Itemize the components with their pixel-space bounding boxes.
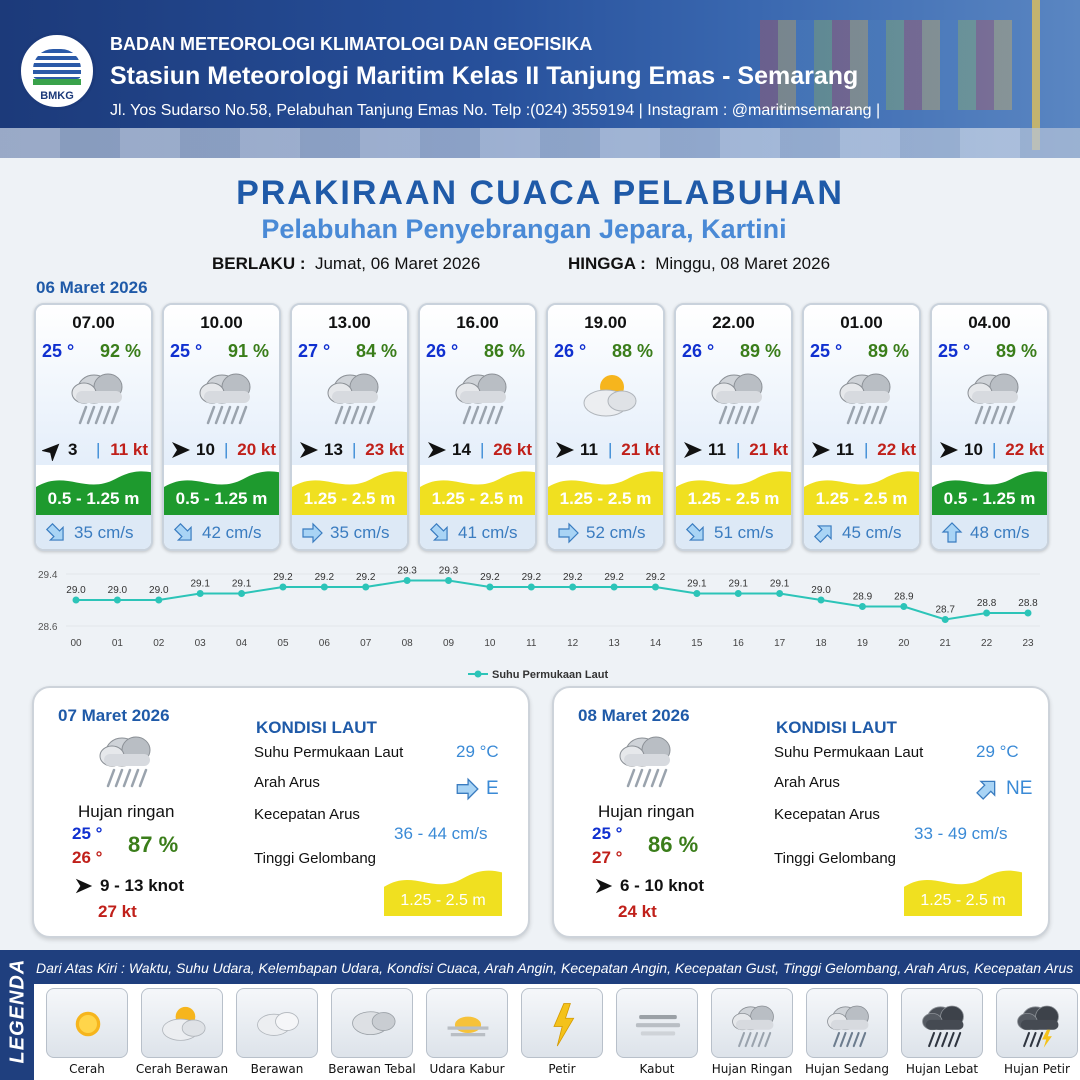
sst-point — [859, 603, 866, 610]
legend-label: Cerah Berawan — [135, 1062, 229, 1076]
legend-label: Berawan Tebal — [328, 1062, 416, 1076]
current-speed: 48 cm/s — [970, 523, 1030, 542]
sst-line — [76, 578, 1028, 620]
wind-row — [298, 439, 406, 461]
current-dir-label: Arah Arus — [254, 774, 320, 791]
thunder-icon — [521, 988, 603, 1058]
forecast-card — [34, 303, 153, 551]
legend-label: Hujan Petir — [1004, 1062, 1070, 1076]
current-speed: 41 cm/s — [458, 523, 518, 542]
temp-min: 25 ° — [72, 824, 103, 843]
card-time: 22.00 — [712, 313, 755, 332]
x-tick-label: 16 — [732, 638, 744, 649]
current-row — [804, 515, 919, 551]
wind-direction-icon — [42, 439, 64, 461]
sst-data-label: 29.2 — [604, 572, 624, 583]
current-row — [676, 515, 791, 551]
valid-to: HINGGA : Minggu, 08 Maret 2026 — [568, 254, 831, 273]
sst-data-label: 29.1 — [190, 578, 210, 590]
x-tick-label: 04 — [236, 638, 248, 649]
weather-condition: Hujan ringan — [598, 802, 695, 821]
org-name: BADAN METEOROLOGI KLIMATOLOGI DAN GEOFISIKA — [110, 34, 593, 54]
x-tick-label: 02 — [153, 638, 165, 649]
wind-speed: 10 — [196, 440, 215, 459]
card-humidity: 89 % — [995, 341, 1037, 361]
sst-point — [776, 590, 783, 597]
sst-data-label: 29.3 — [397, 566, 417, 577]
wind-row — [42, 439, 150, 461]
current-speed-value: 33 - 49 cm/s — [914, 824, 1008, 843]
wind-speed: 14 — [452, 440, 471, 459]
wind-direction-icon — [938, 439, 960, 461]
current-speed: 52 cm/s — [586, 523, 646, 542]
sunny-icon — [46, 988, 128, 1058]
current-speed-label: Kecepatan Arus — [254, 806, 360, 823]
sst-data-label: 29.2 — [314, 572, 335, 583]
wind-row — [682, 439, 790, 461]
card-humidity: 89 % — [739, 341, 781, 361]
weather-condition: Hujan ringan — [78, 802, 175, 821]
page-subtitle: Pelabuhan Penyebrangan Jepara, Kartini — [261, 214, 787, 244]
wind-range: 9 - 13 knot — [100, 876, 185, 895]
separator: | — [480, 440, 485, 459]
wind-speed: 11 — [836, 440, 854, 459]
page-title: PRAKIRAAN CUACA PELABUHAN — [236, 174, 844, 212]
forecast-card — [546, 303, 665, 551]
sst-point — [569, 584, 576, 591]
wind-direction-icon — [810, 439, 832, 461]
wave-height: 0.5 - 1.25 m — [175, 489, 268, 508]
sst-data-label: 28.9 — [894, 591, 914, 603]
sst-data-label: 29.1 — [769, 578, 790, 590]
light-rain-icon — [64, 363, 130, 429]
x-tick-label: 03 — [194, 638, 206, 649]
x-tick-label: 11 — [526, 638, 537, 649]
forecast-card — [802, 303, 921, 551]
current-direction-icon — [556, 521, 580, 545]
sst-point — [652, 584, 659, 591]
current-direction-icon — [44, 521, 68, 545]
sst-data-label: 28.8 — [976, 598, 997, 609]
wind-direction-icon — [682, 439, 704, 461]
fog-icon — [616, 988, 698, 1058]
sst-data-label: 28.8 — [1018, 598, 1038, 609]
daily-forecast-panel — [32, 686, 530, 938]
sst-data-label: 29.1 — [728, 578, 748, 590]
wind-row — [938, 439, 1046, 461]
legend-label: Hujan Ringan — [711, 1062, 793, 1076]
wave-height: 1.25 - 2.5 m — [303, 489, 396, 508]
sea-condition-heading: KONDISI LAUT — [776, 718, 897, 737]
light-rain-icon — [192, 363, 258, 429]
gust-speed: 21 kt — [749, 440, 788, 459]
current-direction-icon — [974, 776, 1000, 802]
x-tick-label: 12 — [567, 638, 579, 649]
gust-speed: 27 kt — [98, 902, 137, 921]
sst-data-label: 29.0 — [107, 585, 128, 596]
sst-point — [735, 590, 742, 597]
gust-speed: 21 kt — [621, 440, 660, 459]
x-tick-label: 05 — [277, 638, 289, 649]
gust-speed: 11 kt — [110, 440, 148, 459]
legend — [0, 950, 1080, 1080]
wind-speed: 3 — [68, 440, 78, 459]
x-tick-label: 13 — [608, 638, 620, 649]
sst-data-label: 29.2 — [562, 572, 583, 583]
card-temperature: 25 ° — [810, 341, 843, 361]
wind-speed: 13 — [324, 440, 343, 459]
current-row — [548, 515, 663, 551]
wave-height: 1.25 - 2.5 m — [815, 489, 908, 508]
separator: | — [96, 440, 101, 459]
card-temperature: 25 ° — [42, 341, 75, 361]
temp-min: 25 ° — [592, 824, 623, 843]
x-tick-label: 23 — [1022, 638, 1034, 649]
x-tick-label: 06 — [318, 638, 330, 649]
sst-data-label: 29.1 — [231, 578, 252, 590]
sst-point — [114, 597, 121, 604]
current-direction-value: E — [486, 778, 499, 799]
wind-speed: 10 — [964, 440, 983, 459]
wind-direction-icon — [426, 439, 448, 461]
sst-data-label: 29.0 — [66, 585, 86, 596]
wave-height: 1.25 - 2.5 m — [687, 489, 780, 508]
current-speed: 51 cm/s — [714, 523, 774, 542]
wave-height: 1.25 - 2.5 m — [559, 489, 652, 508]
wave-height: 0.5 - 1.25 m — [943, 489, 1036, 508]
wind-row — [810, 439, 918, 461]
wind-row — [170, 439, 278, 461]
sst-point — [900, 603, 907, 610]
legend-label: Petir — [548, 1062, 576, 1076]
sst-point — [238, 590, 245, 597]
cloudy-icon — [236, 988, 318, 1058]
legend-label: Kabut — [639, 1062, 675, 1076]
current-speed: 35 cm/s — [330, 523, 390, 542]
wind-direction-icon — [554, 439, 576, 461]
legend-label: Cerah — [69, 1062, 105, 1076]
sst-point — [73, 597, 80, 604]
overcast-icon — [331, 988, 413, 1058]
x-tick-label: 18 — [815, 638, 827, 649]
card-time: 13.00 — [328, 313, 371, 332]
current-direction-icon — [300, 521, 324, 545]
sea-condition-heading: KONDISI LAUT — [256, 718, 377, 737]
sst-point — [611, 584, 618, 591]
x-tick-label: 15 — [691, 638, 703, 649]
sst-point — [197, 590, 204, 597]
x-tick-label: 09 — [442, 638, 455, 649]
current-speed-label: Kecepatan Arus — [774, 806, 880, 823]
gust-speed: 24 kt — [618, 902, 657, 921]
x-tick-label: 22 — [981, 638, 993, 649]
card-temperature: 26 ° — [426, 341, 459, 361]
sst-point — [321, 584, 328, 591]
separator: | — [352, 440, 357, 459]
separator: | — [992, 440, 997, 459]
y-tick-label: 28.6 — [38, 622, 58, 633]
wave-height-value: 1.25 - 2.5 m — [920, 892, 1006, 909]
humidity: 87 % — [128, 832, 179, 857]
wave-height: 1.25 - 2.5 m — [431, 489, 524, 508]
sst-data-label: 29.2 — [273, 572, 293, 583]
light-rain-icon — [320, 363, 386, 429]
haze-icon — [426, 988, 508, 1058]
temp-max: 27 ° — [592, 848, 623, 867]
sst-data-label: 29.1 — [687, 578, 707, 590]
valid-from: BERLAKU : Jumat, 06 Maret 2026 — [212, 254, 481, 273]
card-time: 04.00 — [968, 313, 1011, 332]
card-humidity: 91 % — [227, 341, 269, 361]
x-tick-label: 01 — [111, 638, 123, 649]
card-temperature: 27 ° — [298, 341, 331, 361]
x-tick-label: 17 — [774, 638, 786, 649]
forecast-card — [418, 303, 537, 551]
card-humidity: 86 % — [483, 341, 525, 361]
x-tick-label: 00 — [70, 638, 82, 649]
light-rain-icon — [704, 363, 770, 429]
legend-label: Berawan — [250, 1062, 304, 1076]
sst-point — [404, 577, 411, 584]
wind-direction-icon — [170, 439, 192, 461]
sst-data-label: 29.2 — [356, 572, 376, 583]
current-direction-icon — [172, 521, 196, 545]
temp-max: 26 ° — [72, 848, 103, 867]
humidity: 86 % — [648, 832, 699, 857]
separator: | — [224, 440, 229, 459]
light-rain-icon — [711, 988, 793, 1058]
light-rain-icon — [832, 363, 898, 429]
sst-point — [486, 584, 493, 591]
current-direction-icon — [812, 521, 836, 545]
current-row — [420, 515, 535, 551]
sst-data-label: 28.7 — [935, 604, 955, 616]
forecast-card — [930, 303, 1049, 551]
sst-data-label: 29.3 — [438, 566, 459, 577]
port-floor-image — [0, 128, 1080, 158]
legend-label: Suhu Permukaan Laut — [492, 669, 609, 681]
card-temperature: 25 ° — [938, 341, 971, 361]
legend-note: Dari Atas Kiri : Waktu, Suhu Udara, Kelembapan Udara, Kondisi Cuaca, Arah Angin, Kecepatan Angin, Kecepatan Gust, Tinggi Gelombang, Arah Arus, Kecepatan Arus — [36, 960, 1074, 976]
wind-direction-icon — [594, 876, 614, 896]
separator: | — [864, 440, 869, 459]
station-name: Stasiun Meteorologi Maritim Kelas II Tanjung Emas - Semarang — [110, 62, 859, 90]
current-row — [292, 515, 407, 551]
wind-speed: 11 — [708, 440, 726, 459]
sst-point — [362, 584, 369, 591]
card-temperature: 26 ° — [554, 341, 587, 361]
current-direction-icon — [428, 521, 452, 545]
current-speed: 42 cm/s — [202, 523, 262, 542]
current-direction-icon — [940, 521, 964, 545]
x-tick-label: 07 — [360, 638, 372, 649]
current-direction-icon — [684, 521, 708, 545]
x-tick-label: 20 — [898, 638, 910, 649]
thunder-rain-icon — [996, 988, 1078, 1058]
sst-point — [279, 584, 286, 591]
current-dir-label: Arah Arus — [774, 774, 840, 791]
x-tick-label: 19 — [856, 638, 868, 649]
wave-height-label: Tinggi Gelombang — [254, 850, 377, 867]
logo-text: BMKG — [40, 90, 74, 102]
sst-value: 29 °C — [456, 742, 499, 761]
current-row — [164, 515, 279, 551]
wave-height-value: 1.25 - 2.5 m — [400, 892, 486, 909]
sst-point — [1025, 610, 1032, 617]
y-tick-label: 29.4 — [38, 570, 58, 581]
partly-cloudy-icon — [576, 363, 642, 429]
wind-direction-icon — [74, 876, 94, 896]
sst-label: Suhu Permukaan Laut — [774, 744, 924, 761]
current-row — [36, 515, 151, 551]
gust-speed: 22 kt — [1005, 440, 1044, 459]
light-rain-icon — [612, 726, 678, 792]
header-banner — [0, 0, 1080, 158]
card-temperature: 26 ° — [682, 341, 715, 361]
current-row — [932, 515, 1047, 551]
daily-forecast-panel — [552, 686, 1050, 938]
gust-speed: 26 kt — [493, 440, 532, 459]
card-humidity: 88 % — [611, 341, 653, 361]
day-date: 08 Maret 2026 — [578, 706, 690, 725]
gust-speed: 20 kt — [237, 440, 276, 459]
wave-height-label: Tinggi Gelombang — [774, 850, 897, 867]
sst-data-label: 29.2 — [480, 572, 500, 583]
current-speed: 45 cm/s — [842, 523, 902, 542]
x-tick-label: 21 — [939, 638, 951, 649]
card-time: 19.00 — [584, 313, 627, 332]
light-rain-icon — [960, 363, 1026, 429]
sst-point — [528, 584, 535, 591]
sst-point — [445, 577, 452, 584]
card-humidity: 84 % — [355, 341, 397, 361]
light-rain-icon — [92, 726, 158, 792]
current-speed: 35 cm/s — [74, 523, 134, 542]
sst-value: 29 °C — [976, 742, 1019, 761]
card-time: 16.00 — [456, 313, 499, 332]
card-time: 10.00 — [200, 313, 243, 332]
wind-range: 6 - 10 knot — [620, 876, 705, 895]
wind-row — [554, 439, 662, 461]
sst-data-label: 29.0 — [811, 585, 831, 596]
x-tick-label: 10 — [484, 638, 496, 649]
legend-label: Udara Kabur — [429, 1062, 505, 1076]
separator: | — [736, 440, 741, 459]
heavy-rain-icon — [901, 988, 983, 1058]
x-tick-label: 14 — [649, 638, 662, 649]
legend-label: Hujan Lebat — [905, 1062, 979, 1076]
wind-row — [426, 439, 534, 461]
legend-label: Hujan Sedang — [805, 1062, 889, 1076]
separator: | — [608, 440, 613, 459]
card-time: 07.00 — [72, 313, 115, 332]
current-direction-value: NE — [1006, 778, 1033, 799]
day-date: 07 Maret 2026 — [58, 706, 170, 725]
sst-data-label: 29.2 — [645, 572, 666, 583]
x-tick-label: 08 — [401, 638, 413, 649]
wind-direction-icon — [298, 439, 320, 461]
card-humidity: 92 % — [99, 341, 141, 361]
sst-point — [155, 597, 162, 604]
gust-speed: 23 kt — [365, 440, 404, 459]
gust-speed: 22 kt — [877, 440, 916, 459]
day1-date: 06 Maret 2026 — [36, 278, 148, 297]
legend-items — [34, 984, 1080, 1080]
sst-point — [983, 610, 990, 617]
moderate-rain-icon — [806, 988, 888, 1058]
bmkg-logo — [18, 32, 96, 110]
card-temperature: 25 ° — [170, 341, 203, 361]
sst-data-label: 29.0 — [149, 585, 169, 596]
sst-data-label: 29.2 — [521, 572, 542, 583]
sst-data-label: 28.9 — [852, 591, 873, 603]
sst-label: Suhu Permukaan Laut — [254, 744, 404, 761]
card-time: 01.00 — [840, 313, 883, 332]
partly-cloudy-icon — [141, 988, 223, 1058]
forecast-card — [674, 303, 793, 551]
wind-speed: 11 — [580, 440, 598, 459]
forecast-card — [162, 303, 281, 551]
sst-chart — [36, 566, 1048, 686]
sst-point — [693, 590, 700, 597]
legend-marker — [475, 671, 482, 678]
station-address: Jl. Yos Sudarso No.58, Pelabuhan Tanjung Emas No. Telp :(024) 3559194 | Instagram : @maritimsemarang | — [110, 102, 881, 119]
current-direction-icon — [454, 776, 480, 802]
sst-point — [818, 597, 825, 604]
card-humidity: 89 % — [867, 341, 909, 361]
wave-height: 0.5 - 1.25 m — [47, 489, 140, 508]
light-rain-icon — [448, 363, 514, 429]
forecast-card — [290, 303, 409, 551]
current-speed-value: 36 - 44 cm/s — [394, 824, 488, 843]
sst-point — [942, 616, 949, 623]
legend-title: LEGENDA — [6, 958, 29, 1064]
